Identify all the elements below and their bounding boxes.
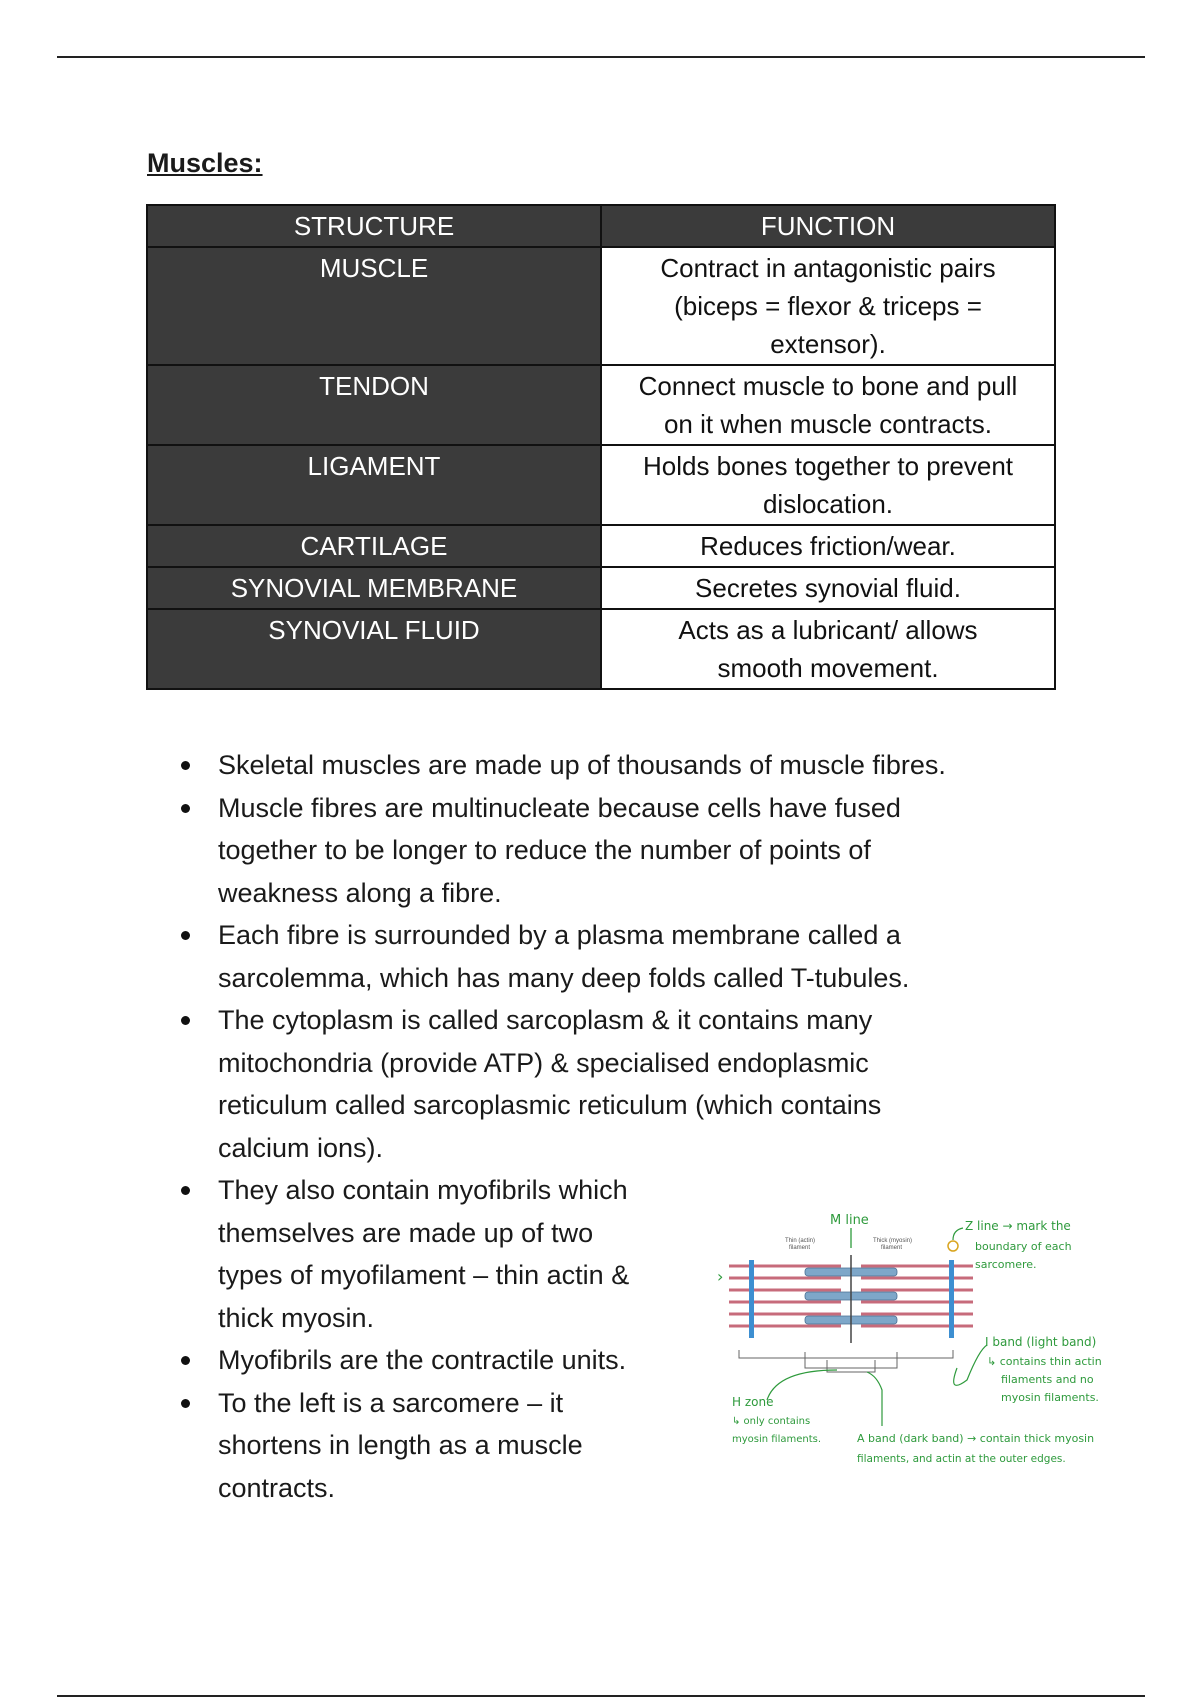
table-row [147, 609, 1055, 689]
m-line-label: M line [830, 1213, 869, 1228]
i-band-label: I band (light band) [985, 1335, 1097, 1349]
bullet-icon [181, 1016, 190, 1025]
bullet-line: Muscle fibres are multinucleate because cells have fused [218, 792, 901, 823]
function-line: Acts as a lubricant/ allows [678, 615, 978, 645]
function-line: Holds bones together to prevent [642, 451, 1014, 481]
structure-cell: SYNOVIAL FLUID [147, 609, 601, 689]
z-disc-left [749, 1260, 754, 1338]
list-item [178, 914, 1058, 999]
list-item [178, 1339, 738, 1382]
h-zone-label: H zone [732, 1395, 774, 1409]
bullet-line: types of myofilament – thin actin & [218, 1260, 630, 1290]
structure-cell: TENDON [147, 365, 601, 445]
function-line: Contract in antagonistic pairs [660, 253, 996, 283]
z-line-label-2: boundary of each [975, 1240, 1072, 1253]
header-structure: STRUCTURE [147, 205, 601, 247]
function-cell [601, 247, 1055, 365]
table-row [147, 365, 1055, 445]
function-cell [601, 567, 1055, 609]
bullet-line: Myofibrils are the contractile units. [218, 1345, 627, 1375]
i-band-label-4: myosin filaments. [1001, 1391, 1099, 1404]
list-item [178, 1169, 738, 1339]
function-line: extensor). [770, 329, 886, 359]
h-zone-label-3: myosin filaments. [732, 1434, 822, 1445]
function-line: Connect muscle to bone and pull [638, 371, 1018, 401]
z-disc-right [949, 1260, 954, 1338]
z-line-label: Z line → mark the [965, 1219, 1071, 1233]
function-line: (biceps = flexor & triceps = [674, 291, 982, 321]
list-item [178, 999, 1058, 1169]
bullet-icon [181, 1186, 190, 1195]
i-band-pointer [954, 1345, 987, 1385]
structure-cell: MUSCLE [147, 247, 601, 365]
function-cell [601, 609, 1055, 689]
z-line-label-3: sarcomere. [975, 1258, 1037, 1271]
bullet-line: together to be longer to reduce the number of points of [218, 835, 871, 865]
structure-cell: LIGAMENT [147, 445, 601, 525]
function-line: on it when muscle contracts. [663, 409, 993, 439]
z-line-marker-icon [948, 1241, 958, 1251]
sarcomere-bracket [739, 1350, 953, 1358]
bullet-line: thick myosin. [218, 1302, 375, 1333]
section-heading: Muscles: [147, 148, 263, 178]
function-line: Secretes synovial fluid. [695, 573, 961, 603]
table-header-row [147, 205, 1055, 247]
table-row [147, 567, 1055, 609]
a-band-label-2: filaments, and actin at the outer edges. [857, 1453, 1066, 1465]
function-line: smooth movement. [717, 653, 939, 683]
bullet-line: reticulum called sarcoplasmic reticulum (which contains [218, 1090, 882, 1120]
bullet-line: To the left is a sarcomere – it [218, 1387, 564, 1418]
bullet-line: shortens in length as a muscle [218, 1430, 583, 1460]
bullet-icon [181, 804, 190, 813]
h-zone-label-2: ↳ only contains [732, 1416, 811, 1427]
bullet-icon [181, 1356, 190, 1365]
bullet-line: They also contain myofibrils which [218, 1175, 628, 1205]
bullet-icon [181, 1399, 190, 1408]
bullet-line: Each fibre is surrounded by a plasma membrane called a [218, 920, 901, 950]
table-row [147, 525, 1055, 567]
a-band-pointer [867, 1372, 882, 1426]
h-zone-pointer [767, 1370, 837, 1400]
thin-filament-label-2: filament [789, 1245, 811, 1251]
function-cell [601, 365, 1055, 445]
function-cell [601, 445, 1055, 525]
bullet-line: Skeletal muscles are made up of thousands of muscle fibres. [218, 750, 946, 780]
a-band-label: A band (dark band) → contain thick myosin [857, 1432, 1095, 1445]
bullet-line: themselves are made up of two [218, 1217, 594, 1248]
bullet-line: The cytoplasm is called sarcoplasm & it contains many [218, 1005, 873, 1035]
i-band-label-2: ↳ contains thin actin [987, 1355, 1102, 1368]
header-function: FUNCTION [601, 205, 1055, 247]
sarcomere-diagram [717, 1200, 1137, 1500]
list-item [178, 1382, 738, 1510]
structure-function-table [146, 204, 1056, 690]
chevron-right-icon: › [717, 1267, 724, 1286]
thin-filament-label: Thin (actin) [785, 1238, 816, 1244]
bullet-icon [181, 761, 190, 770]
top-rule [57, 56, 1145, 58]
table-row [147, 445, 1055, 525]
list-item [178, 744, 1058, 787]
bottom-rule [57, 1695, 1145, 1697]
function-cell [601, 525, 1055, 567]
a-band-bracket [805, 1352, 897, 1368]
thick-filament-label: Thick (myosin) [873, 1238, 913, 1244]
bullet-line: mitochondria (provide ATP) & specialised endoplasmic [218, 1047, 869, 1078]
thick-filament-label-2: filament [881, 1245, 903, 1251]
bullet-line: calcium ions). [218, 1132, 384, 1163]
table-row [147, 247, 1055, 365]
i-band-label-3: filaments and no [1001, 1373, 1094, 1386]
bullet-line: weakness along a fibre. [218, 877, 502, 908]
list-item [178, 787, 1058, 915]
bullet-line: sarcolemma, which has many deep folds called T-tubules. [218, 962, 910, 993]
function-line: Reduces friction/wear. [700, 531, 956, 561]
bullet-icon [181, 931, 190, 940]
z-line-pointer [953, 1228, 963, 1240]
function-line: dislocation. [762, 489, 894, 519]
bullet-line: contracts. [218, 1472, 336, 1503]
structure-cell: CARTILAGE [147, 525, 601, 567]
structure-cell: SYNOVIAL MEMBRANE [147, 567, 601, 609]
